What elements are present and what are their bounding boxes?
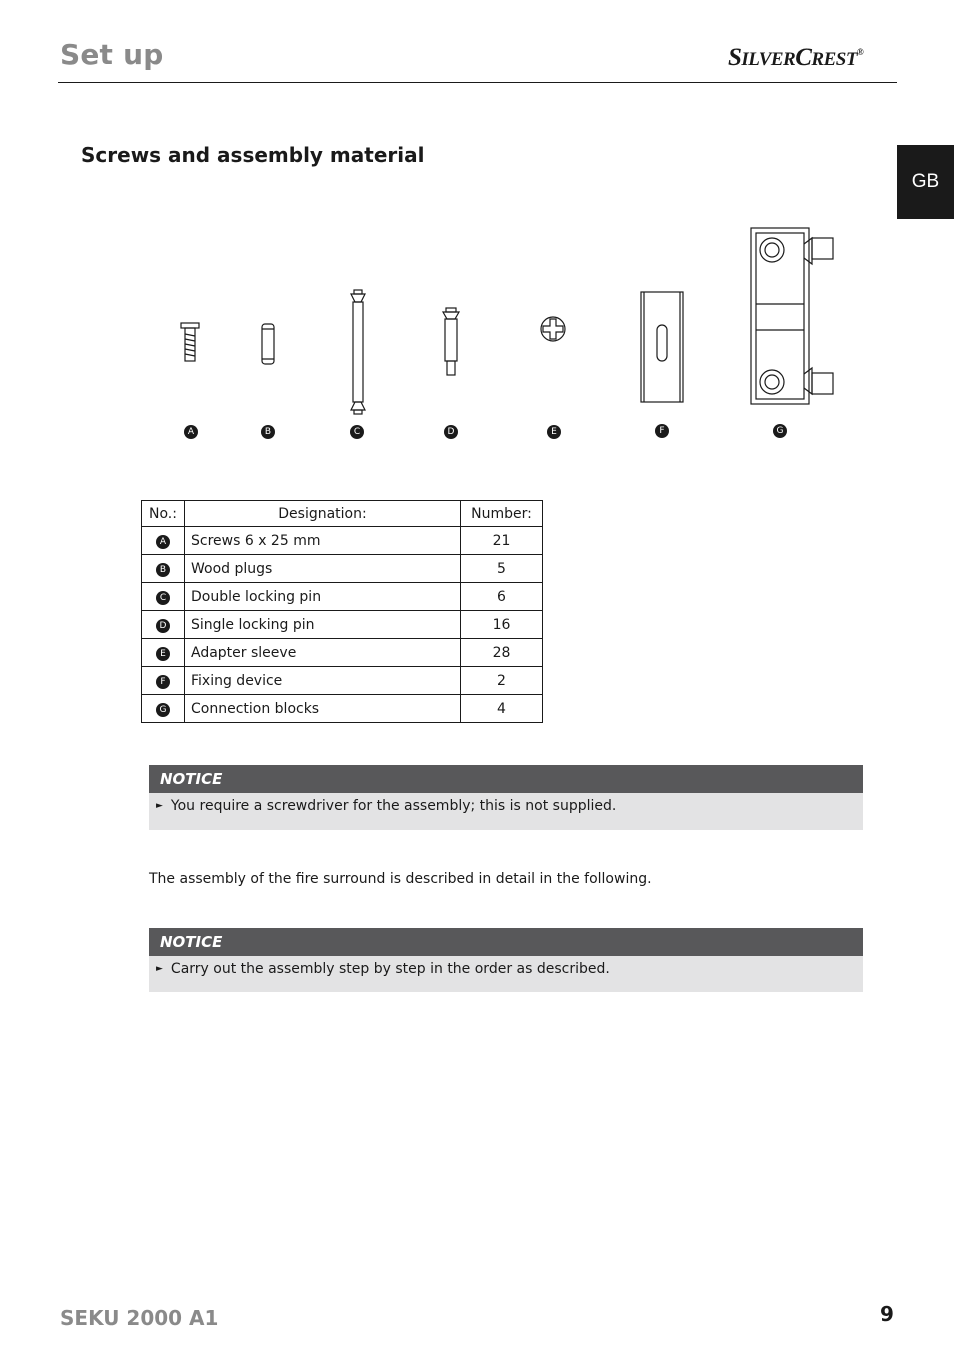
adapter-sleeve-drawing [541,317,565,341]
notice-title: NOTICE [149,765,863,793]
row-label: D [156,619,170,633]
row-label: B [156,563,170,577]
screw-drawing [181,323,199,361]
bullet-arrow-icon: ► [156,801,163,811]
number-cell: 16 [461,611,543,639]
number-cell: 21 [461,527,543,555]
notice-text: You require a screwdriver for the assembly; this is not supplied. [170,798,617,814]
part-label-f: F [655,424,669,438]
page-number: 9 [880,1302,894,1326]
single-locking-pin-drawing [443,308,459,375]
number-cell: 5 [461,555,543,583]
part-label-e: E [547,425,561,439]
table-header-row [142,501,543,527]
part-label-c: C [350,425,364,439]
designation-cell: Single locking pin [185,611,461,639]
column-header-number: Number: [461,501,543,527]
designation-cell: Screws 6 x 25 mm [185,527,461,555]
wood-plug-drawing [262,324,274,364]
brand-logo: SILVERCREST® [728,44,864,71]
notice-box [149,928,863,992]
part-label-a: A [184,425,198,439]
language-tab: GB [897,145,954,219]
column-header-designation: Designation: [185,501,461,527]
number-cell: 6 [461,583,543,611]
number-cell: 4 [461,695,543,723]
fixing-device-drawing [641,292,683,402]
connection-block-drawing [751,228,833,404]
part-label-b: B [261,425,275,439]
row-label: E [156,647,170,661]
number-cell: 28 [461,639,543,667]
row-label: A [156,535,170,549]
bullet-arrow-icon: ► [156,964,163,974]
header-divider [58,82,897,83]
parts-table [141,500,543,723]
row-label: F [156,675,170,689]
notice-text: Carry out the assembly step by step in the order as described. [170,961,610,977]
footer-model: SEKU 2000 A1 [60,1306,219,1330]
notice-box [149,765,863,830]
table-row [142,695,543,723]
section-heading: Screws and assembly material [81,143,425,167]
number-cell: 2 [461,667,543,695]
table-row [142,583,543,611]
row-label: G [156,703,170,717]
notice-title: NOTICE [149,928,863,956]
body-paragraph: The assembly of the fire surround is described in detail in the following. [149,871,652,887]
part-label-g: G [773,424,787,438]
column-header-no: No.: [142,501,185,527]
table-row [142,555,543,583]
designation-cell: Fixing device [185,667,461,695]
double-locking-pin-drawing [351,290,365,414]
table-row [142,667,543,695]
part-label-d: D [444,425,458,439]
designation-cell: Connection blocks [185,695,461,723]
table-row [142,527,543,555]
parts-illustration [150,222,850,422]
designation-cell: Double locking pin [185,583,461,611]
table-row [142,639,543,667]
designation-cell: Wood plugs [185,555,461,583]
table-row [142,611,543,639]
page-title: Set up [60,38,164,71]
row-label: C [156,591,170,605]
designation-cell: Adapter sleeve [185,639,461,667]
